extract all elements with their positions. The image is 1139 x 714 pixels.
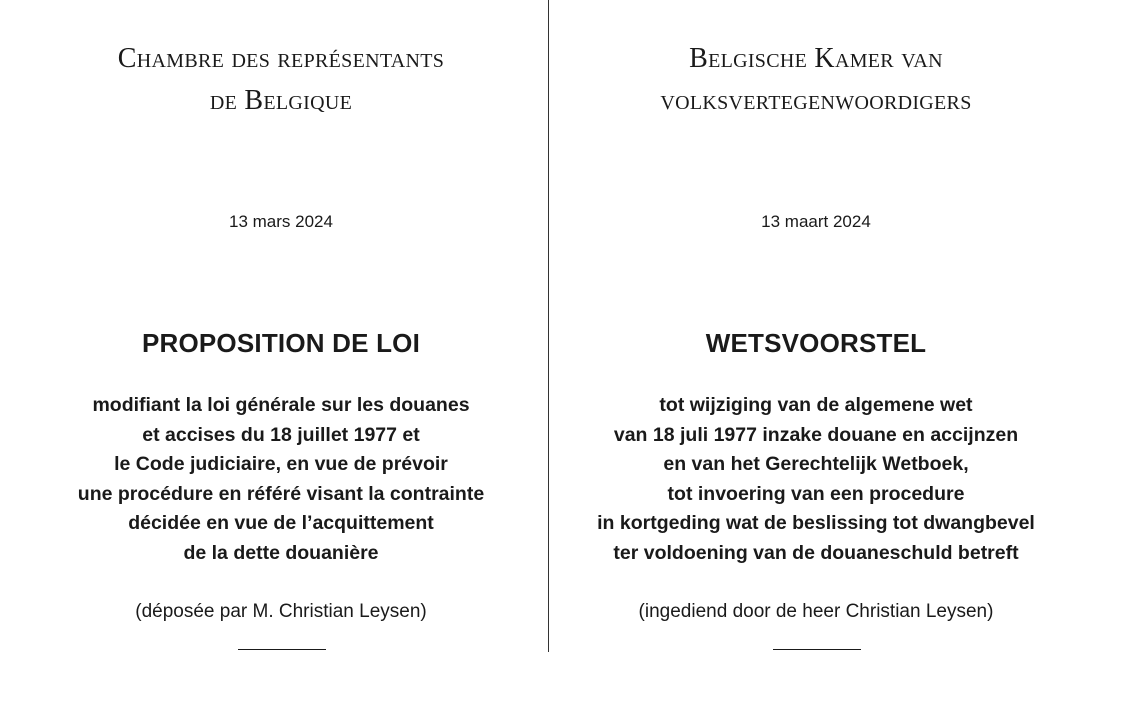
document-subject-french xyxy=(14,391,548,568)
subject-line: une procédure en référé visant la contrainte xyxy=(77,482,485,505)
document-date-french: 13 mars 2024 xyxy=(229,212,333,231)
subject-line: modifiant la loi générale sur les douanes xyxy=(92,394,470,416)
subject-line: décidée en vue de l’acquittement xyxy=(128,512,434,534)
chamber-name-line-1: Chambre des représentants xyxy=(117,43,445,74)
document-date-dutch: 13 maart 2024 xyxy=(761,212,871,231)
chamber-name-line-2: volksvertegenwoordigers xyxy=(660,85,972,116)
chamber-name-french xyxy=(14,38,548,122)
subject-line: ter voldoening van de douaneschuld betreft xyxy=(613,541,1019,564)
chamber-name-line-2: de Belgique xyxy=(209,85,353,116)
document-subject-dutch xyxy=(549,391,1083,568)
subject-line: in kortgeding wat de beslissing tot dwangbevel xyxy=(597,512,1035,534)
subject-line: et accises du 18 juillet 1977 et xyxy=(142,423,420,446)
document-type-dutch: WETSVOORSTEL xyxy=(705,328,927,358)
submitted-by-french: (déposée par M. Christian Leysen) xyxy=(135,601,427,622)
chamber-name-line-1: Belgische Kamer van xyxy=(689,43,943,74)
subject-line: en van het Gerechtelijk Wetboek, xyxy=(663,453,969,475)
subject-line: le Code judiciaire, en vue de prévoir xyxy=(114,453,448,475)
subject-line: tot wijziging van de algemene wet xyxy=(659,394,973,416)
subject-line: van 18 juli 1977 inzake douane en accijnzen xyxy=(613,423,1019,446)
closing-rule-french xyxy=(238,649,326,650)
submitted-by-dutch: (ingediend door de heer Christian Leysen) xyxy=(638,601,994,622)
closing-rule-dutch xyxy=(773,649,861,650)
document-type-french: PROPOSITION DE LOI xyxy=(141,328,421,358)
chamber-name-dutch xyxy=(549,38,1083,122)
subject-line: tot invoering van een procedure xyxy=(667,482,965,505)
subject-line: de la dette douanière xyxy=(183,541,379,564)
